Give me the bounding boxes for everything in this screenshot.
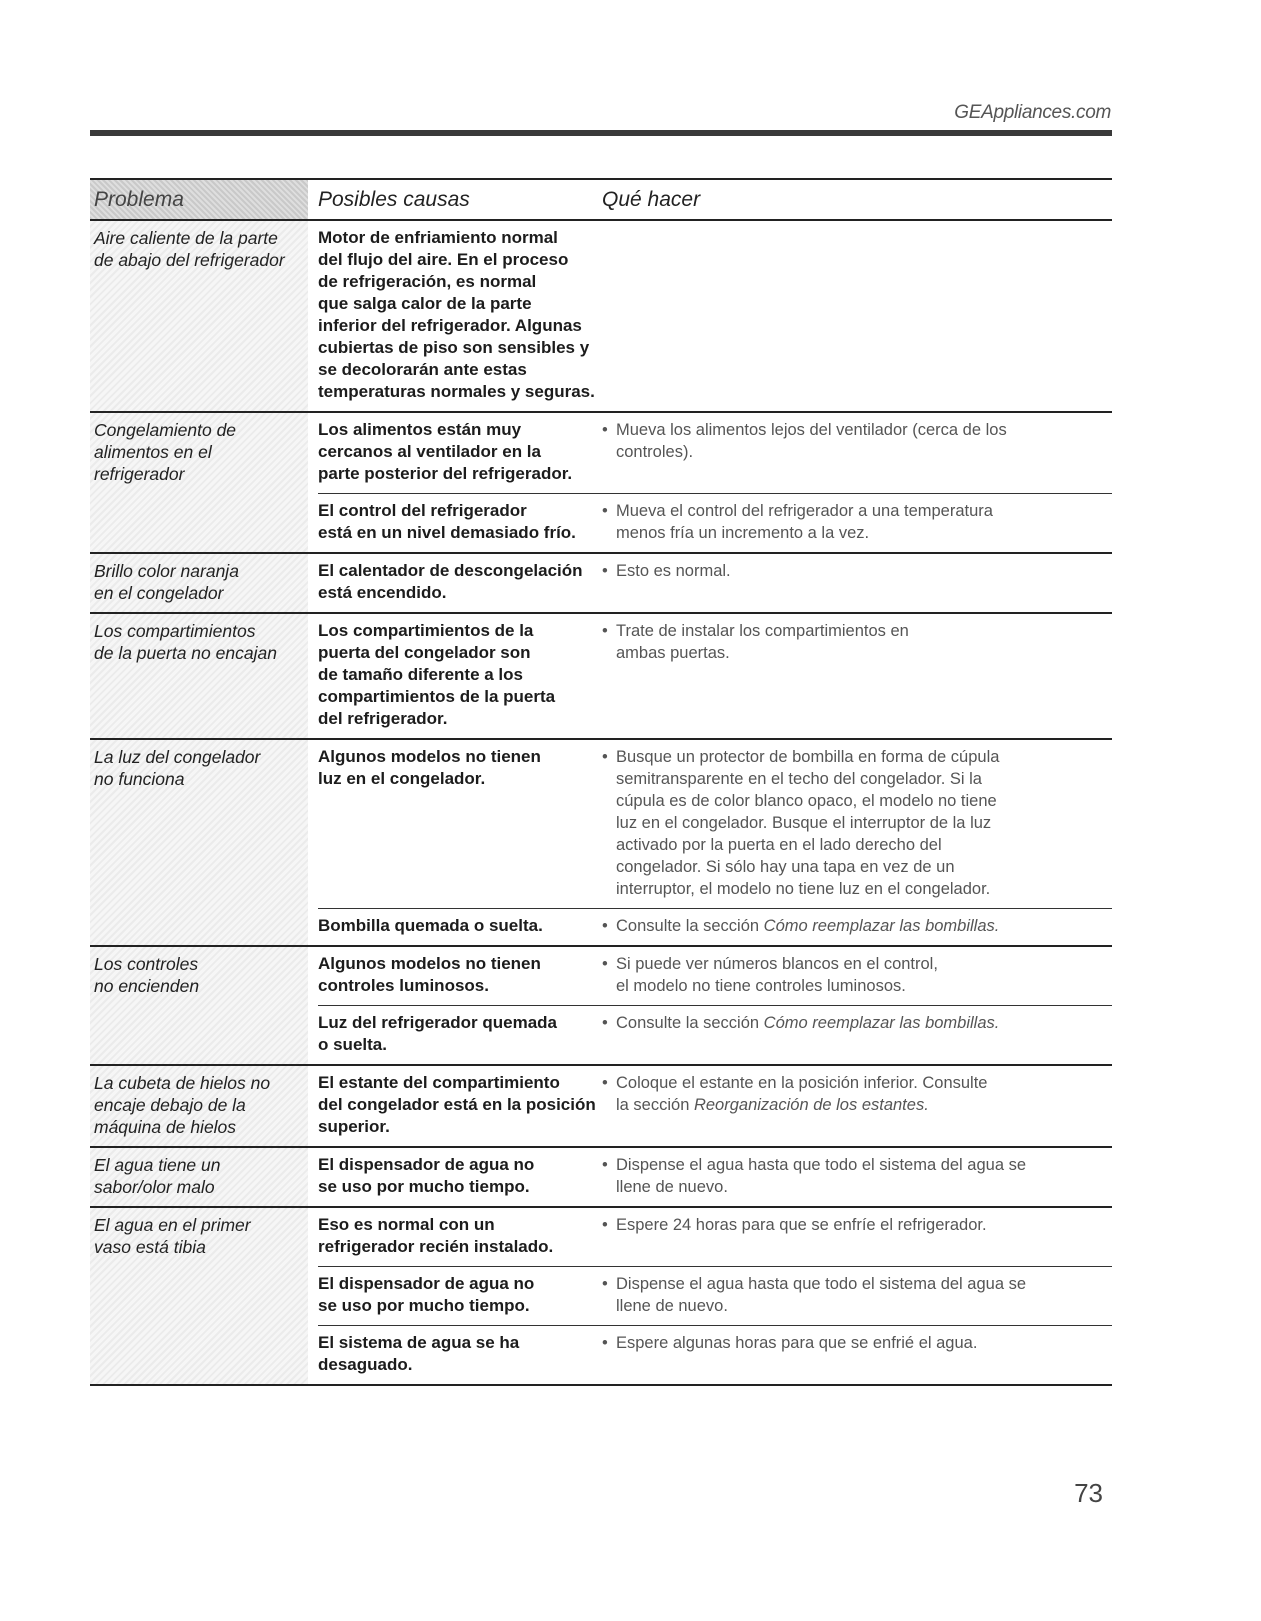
table-row bbox=[90, 221, 1112, 413]
bullet-icon: • bbox=[602, 917, 608, 935]
solution-text bbox=[616, 953, 938, 997]
cause-item bbox=[318, 1266, 1112, 1325]
solution-cell bbox=[602, 1273, 1112, 1317]
bullet-icon: • bbox=[602, 502, 608, 520]
cause-list bbox=[308, 740, 1112, 945]
solution-plain: Mueva los alimentos lejos del ventilador (cerca de los controles). bbox=[616, 421, 1007, 461]
cause-item bbox=[308, 413, 1112, 493]
bullet-icon: • bbox=[602, 748, 608, 766]
solution-text bbox=[616, 1072, 987, 1138]
solution-text bbox=[616, 419, 1007, 485]
cause-text: El dispensador de agua no se uso por mucho tiempo. bbox=[318, 1274, 535, 1315]
table-row bbox=[90, 947, 1112, 1066]
solution-cell bbox=[602, 1012, 1112, 1056]
bullet-icon bbox=[602, 227, 616, 403]
solution-cell bbox=[602, 1154, 1112, 1198]
cause-item bbox=[308, 1148, 1112, 1206]
problem-cell: Los controles no encienden bbox=[90, 947, 308, 1064]
bullet-icon: • bbox=[602, 1014, 608, 1032]
solution-text bbox=[616, 560, 731, 604]
solution-text bbox=[616, 1012, 999, 1056]
solution-reference: Reorganización de los estantes. bbox=[693, 1096, 929, 1114]
cause-text: Motor de enfriamiento normal del flujo del aire. En el proceso de refrigeración, es normal que salga calor de la parte inferior del refrigerador. Algunas cubiertas de piso son sensibles y se decolorarán ante estas temperaturas normales y seguras. bbox=[318, 228, 595, 401]
cause-list bbox=[308, 221, 1112, 411]
cause-list bbox=[308, 614, 1112, 738]
solution-cell bbox=[602, 500, 1112, 544]
cause-item bbox=[308, 947, 1112, 1005]
bullet-icon: • bbox=[602, 955, 608, 973]
header-rule bbox=[90, 130, 1112, 136]
table-header bbox=[90, 178, 1112, 221]
cause-item bbox=[308, 614, 1112, 738]
problem-cell: Congelamiento de alimentos en el refrigerador bbox=[90, 413, 308, 552]
page-number: 73 bbox=[1074, 1478, 1103, 1508]
cause-text: Los compartimientos de la puerta del congelador son de tamaño diferente a los compartimientos de la puerta del refrigerador. bbox=[318, 621, 556, 728]
header-causes: Posibles causas bbox=[318, 187, 470, 211]
bullet-icon: • bbox=[602, 1074, 608, 1092]
cause-text: Eso es normal con un refrigerador recién instalado. bbox=[318, 1215, 554, 1256]
cause-list bbox=[308, 413, 1112, 552]
solution-text bbox=[616, 500, 993, 544]
header-todo: Qué hacer bbox=[602, 187, 701, 211]
cause-list bbox=[308, 1208, 1112, 1384]
cause-text: Los alimentos están muy cercanos al ventilador en la parte posterior del refrigerador. bbox=[318, 420, 573, 483]
solution-reference: Cómo reemplazar las bombillas. bbox=[763, 1014, 1000, 1032]
table-row bbox=[90, 554, 1112, 614]
cause-text: Algunos modelos no tienen controles luminosos. bbox=[318, 954, 541, 995]
solution-cell bbox=[602, 915, 1112, 937]
cause-text: El sistema de agua se ha desaguado. bbox=[318, 1333, 520, 1374]
problem-cell: El agua en el primer vaso está tibia bbox=[90, 1208, 308, 1384]
solution-reference: Cómo reemplazar las bombillas. bbox=[763, 917, 1000, 935]
solution-text bbox=[616, 1154, 1026, 1198]
problem-cell: Brillo color naranja en el congelador bbox=[90, 554, 308, 612]
solution-cell bbox=[602, 1332, 1112, 1376]
bullet-icon: • bbox=[602, 421, 608, 439]
solution-plain: Si puede ver números blancos en el control, el modelo no tiene controles luminosos. bbox=[616, 955, 938, 995]
solution-text bbox=[616, 746, 999, 900]
solution-plain: Espere 24 horas para que se enfríe el refrigerador. bbox=[616, 1216, 987, 1234]
table-row bbox=[90, 1066, 1112, 1148]
table-row bbox=[90, 413, 1112, 554]
table-row bbox=[90, 1208, 1112, 1386]
bullet-icon: • bbox=[602, 1216, 608, 1234]
cause-list bbox=[308, 1148, 1112, 1206]
bullet-icon: • bbox=[602, 562, 608, 580]
solution-plain: Trate de instalar los compartimientos en ambas puertas. bbox=[616, 622, 909, 662]
solution-plain: Esto es normal. bbox=[616, 562, 731, 580]
solution-plain: Dispense el agua hasta que todo el sistema del agua se llene de nuevo. bbox=[616, 1156, 1027, 1196]
bullet-icon: • bbox=[602, 1156, 608, 1174]
solution-cell bbox=[602, 1214, 1112, 1258]
cause-text: Bombilla quemada o suelta. bbox=[318, 916, 543, 935]
cause-item bbox=[308, 1066, 1112, 1146]
cause-text: El dispensador de agua no se uso por mucho tiempo. bbox=[318, 1155, 535, 1196]
cause-item bbox=[308, 221, 1112, 411]
cause-text: El estante del compartimiento del congelador está en la posición superior. bbox=[318, 1073, 596, 1136]
solution-cell bbox=[602, 419, 1112, 485]
table-body bbox=[90, 221, 1112, 1386]
solution-text bbox=[616, 1332, 977, 1376]
cause-item bbox=[318, 1325, 1112, 1384]
solution-plain: Consulte la sección bbox=[616, 917, 764, 935]
solution-cell bbox=[602, 620, 1112, 730]
bullet-icon: • bbox=[602, 622, 608, 640]
solution-plain: Coloque el estante en la posición inferior. Consulte la sección bbox=[616, 1074, 988, 1114]
cause-text: Luz del refrigerador quemada o suelta. bbox=[318, 1013, 557, 1054]
troubleshooting-table bbox=[90, 178, 1112, 1386]
solution-plain: Mueva el control del refrigerador a una temperatura menos fría un incremento a la vez. bbox=[616, 502, 993, 542]
solution-text bbox=[616, 1214, 987, 1258]
solution-text bbox=[616, 620, 909, 730]
solution-plain: Consulte la sección bbox=[616, 1014, 764, 1032]
table-row bbox=[90, 614, 1112, 740]
cause-list bbox=[308, 554, 1112, 612]
site-url: GEAppliances.com bbox=[954, 102, 1111, 123]
solution-plain: Espere algunas horas para que se enfrié el agua. bbox=[616, 1334, 978, 1352]
cause-item bbox=[308, 1208, 1112, 1266]
table-row bbox=[90, 740, 1112, 947]
cause-text: El control del refrigerador está en un nivel demasiado frío. bbox=[318, 501, 576, 542]
cause-item bbox=[318, 1005, 1112, 1064]
solution-plain: Dispense el agua hasta que todo el sistema del agua se llene de nuevo. bbox=[616, 1275, 1027, 1315]
solution-plain: Busque un protector de bombilla en forma de cúpula semitransparente en el techo del congelador. Si la cúpula es de color blanco opaco, el modelo no tiene luz en el congelador. Busque el interruptor de la luz activado por la puerta en el lado derecho del congelador. Si sólo hay una tapa en vez de un interruptor, el modelo no tiene luz en el congelador. bbox=[616, 748, 1000, 898]
cause-item bbox=[318, 493, 1112, 552]
solution-cell bbox=[602, 746, 1112, 900]
solution-cell bbox=[602, 560, 1112, 604]
cause-text: El calentador de descongelación está encendido. bbox=[318, 561, 583, 602]
solution-text bbox=[616, 1273, 1026, 1317]
solution-cell bbox=[602, 953, 1112, 997]
problem-cell: La luz del congelador no funciona bbox=[90, 740, 308, 945]
solution-cell bbox=[602, 1072, 1112, 1138]
cause-item bbox=[308, 740, 1112, 908]
bullet-icon: • bbox=[602, 1334, 608, 1352]
cause-item bbox=[308, 554, 1112, 612]
problem-cell: Los compartimientos de la puerta no encajan bbox=[90, 614, 308, 738]
solution-text bbox=[616, 915, 999, 937]
cause-text: Algunos modelos no tienen luz en el congelador. bbox=[318, 747, 541, 788]
bullet-icon: • bbox=[602, 1275, 608, 1293]
cause-item bbox=[318, 908, 1112, 945]
cause-list bbox=[308, 1066, 1112, 1146]
header-problem: Problema bbox=[90, 180, 308, 219]
problem-cell: Aire caliente de la parte de abajo del refrigerador bbox=[90, 221, 308, 411]
table-row bbox=[90, 1148, 1112, 1208]
problem-cell: La cubeta de hielos no encaje debajo de la máquina de hielos bbox=[90, 1066, 308, 1146]
problem-cell: El agua tiene un sabor/olor malo bbox=[90, 1148, 308, 1206]
cause-list bbox=[308, 947, 1112, 1064]
solution-cell bbox=[602, 227, 1112, 403]
